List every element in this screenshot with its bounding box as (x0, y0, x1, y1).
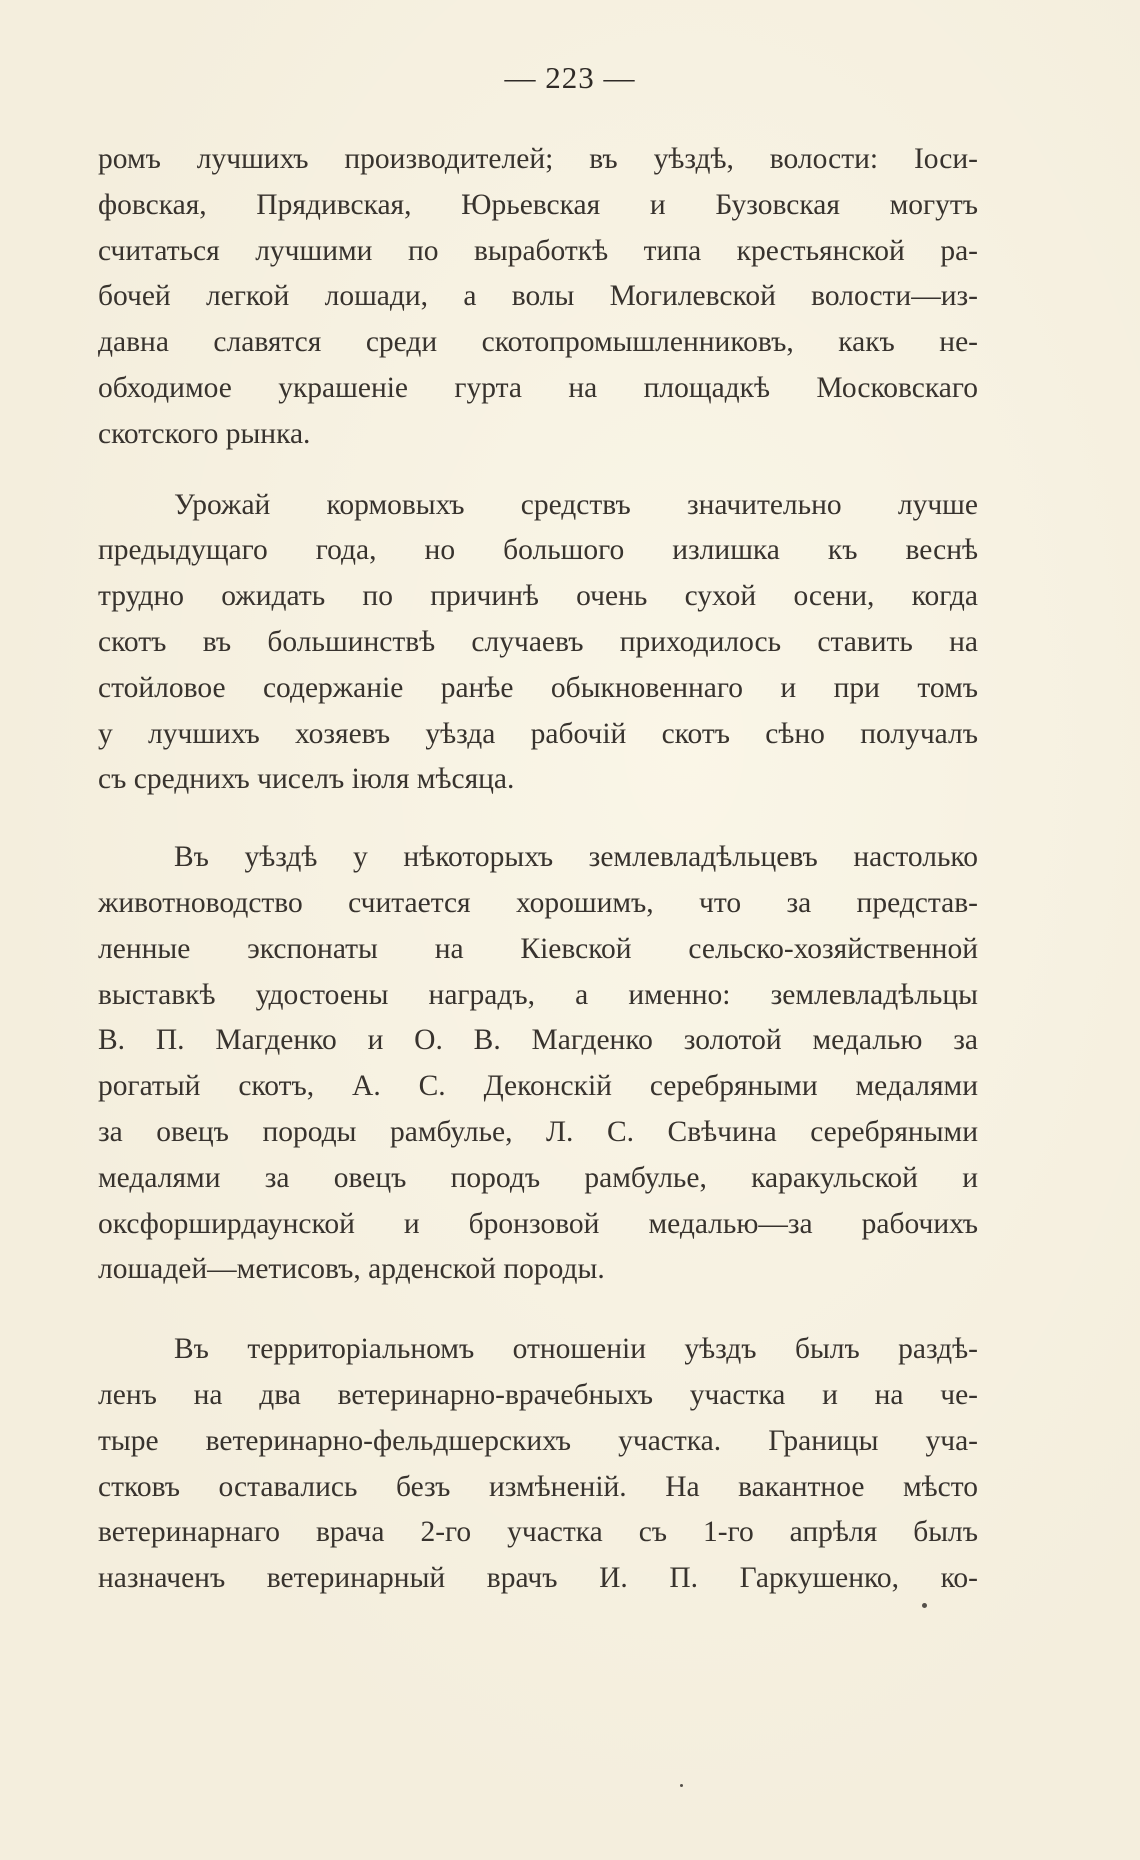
ink-speck (922, 1603, 927, 1608)
ink-speck (680, 1784, 683, 1787)
text-line: стойловое содержаніе ранѣе обыкновеннаго и при томъ (98, 671, 978, 704)
text-line: ленъ на два ветеринарно-врачебныхъ участка и на че- (98, 1378, 978, 1411)
text-line: назначенъ ветеринарный врачъ И. П. Гаркушенко, ко- (98, 1562, 978, 1595)
text-line: медалями за овецъ породъ рамбулье, каракульской и (98, 1161, 978, 1194)
text-line: фовская, Прядивская, Юрьевская и Бузовская могутъ (98, 188, 978, 221)
text-line: тыре ветеринарно-фельдшерскихъ участка. Границы уча- (98, 1424, 978, 1457)
paragraph-2 (98, 483, 978, 804)
text-line: давна славятся среди скотопромышленниковъ, какъ не- (98, 326, 978, 359)
text-line: трудно ожидать по причинѣ очень сухой осени, когда (98, 580, 978, 613)
page-number: — 223 — (504, 60, 636, 95)
text-line: животноводство считается хорошимъ, что за представ- (98, 886, 978, 919)
text-line: ветеринарнаго врача 2-го участка съ 1-го апрѣля былъ (98, 1516, 978, 1549)
text-line: предыдущаго года, но большого излишка къ веснѣ (98, 534, 978, 567)
paragraph-4 (98, 1327, 978, 1602)
text-line: стковъ оставались безъ измѣненій. На вакантное мѣсто (98, 1470, 978, 1503)
text-line: оксфорширдаунской и бронзовой медалью—за рабочихъ (98, 1207, 978, 1240)
text-line: В. П. Магденко и О. В. Магденко золотой медалью за (98, 1024, 978, 1057)
text-line: бочей легкой лошади, а волы Могилевской волости—из- (98, 280, 978, 313)
text-line: ленные экспонаты на Кіевской сельско-хозяйственной (98, 932, 978, 965)
text-line: Въ территоріальномъ отношеніи уѣздъ былъ раздѣ- (174, 1333, 978, 1366)
text-line: скотъ въ большинствѣ случаевъ приходилось ставить на (98, 625, 978, 658)
text-line: рогатый скотъ, А. С. Деконскій серебряными медалями (98, 1070, 978, 1103)
text-line: за овецъ породы рамбулье, Л. С. Свѣчина серебряными (98, 1115, 978, 1148)
text-line: выставкѣ удостоены наградъ, а именно: землевладѣльцы (98, 978, 978, 1011)
paragraph-3 (98, 835, 978, 1293)
text-line: обходимое украшеніе гурта на площадкѣ Московскаго (98, 371, 978, 404)
text-line: ромъ лучшихъ производителей; въ уѣздѣ, волости: Іоси- (98, 143, 978, 175)
text-line: лошадей—метисовъ, арденской породы. (98, 1253, 605, 1286)
text-line: Въ уѣздѣ у нѣкоторыхъ землевладѣльцевъ настолько (174, 841, 978, 874)
text-line: скотского рынка. (98, 417, 311, 450)
text-line: Урожай кормовыхъ средствъ значительно лучше (174, 488, 978, 521)
paragraph-1 (98, 137, 978, 458)
text-line: у лучшихъ хозяевъ уѣзда рабочій скотъ сѣно получалъ (98, 717, 978, 750)
text-line: считаться лучшими по выработкѣ типа крестьянской ра- (98, 234, 978, 267)
page-body (98, 137, 978, 1602)
text-line: съ среднихъ чиселъ іюля мѣсяца. (98, 763, 515, 796)
